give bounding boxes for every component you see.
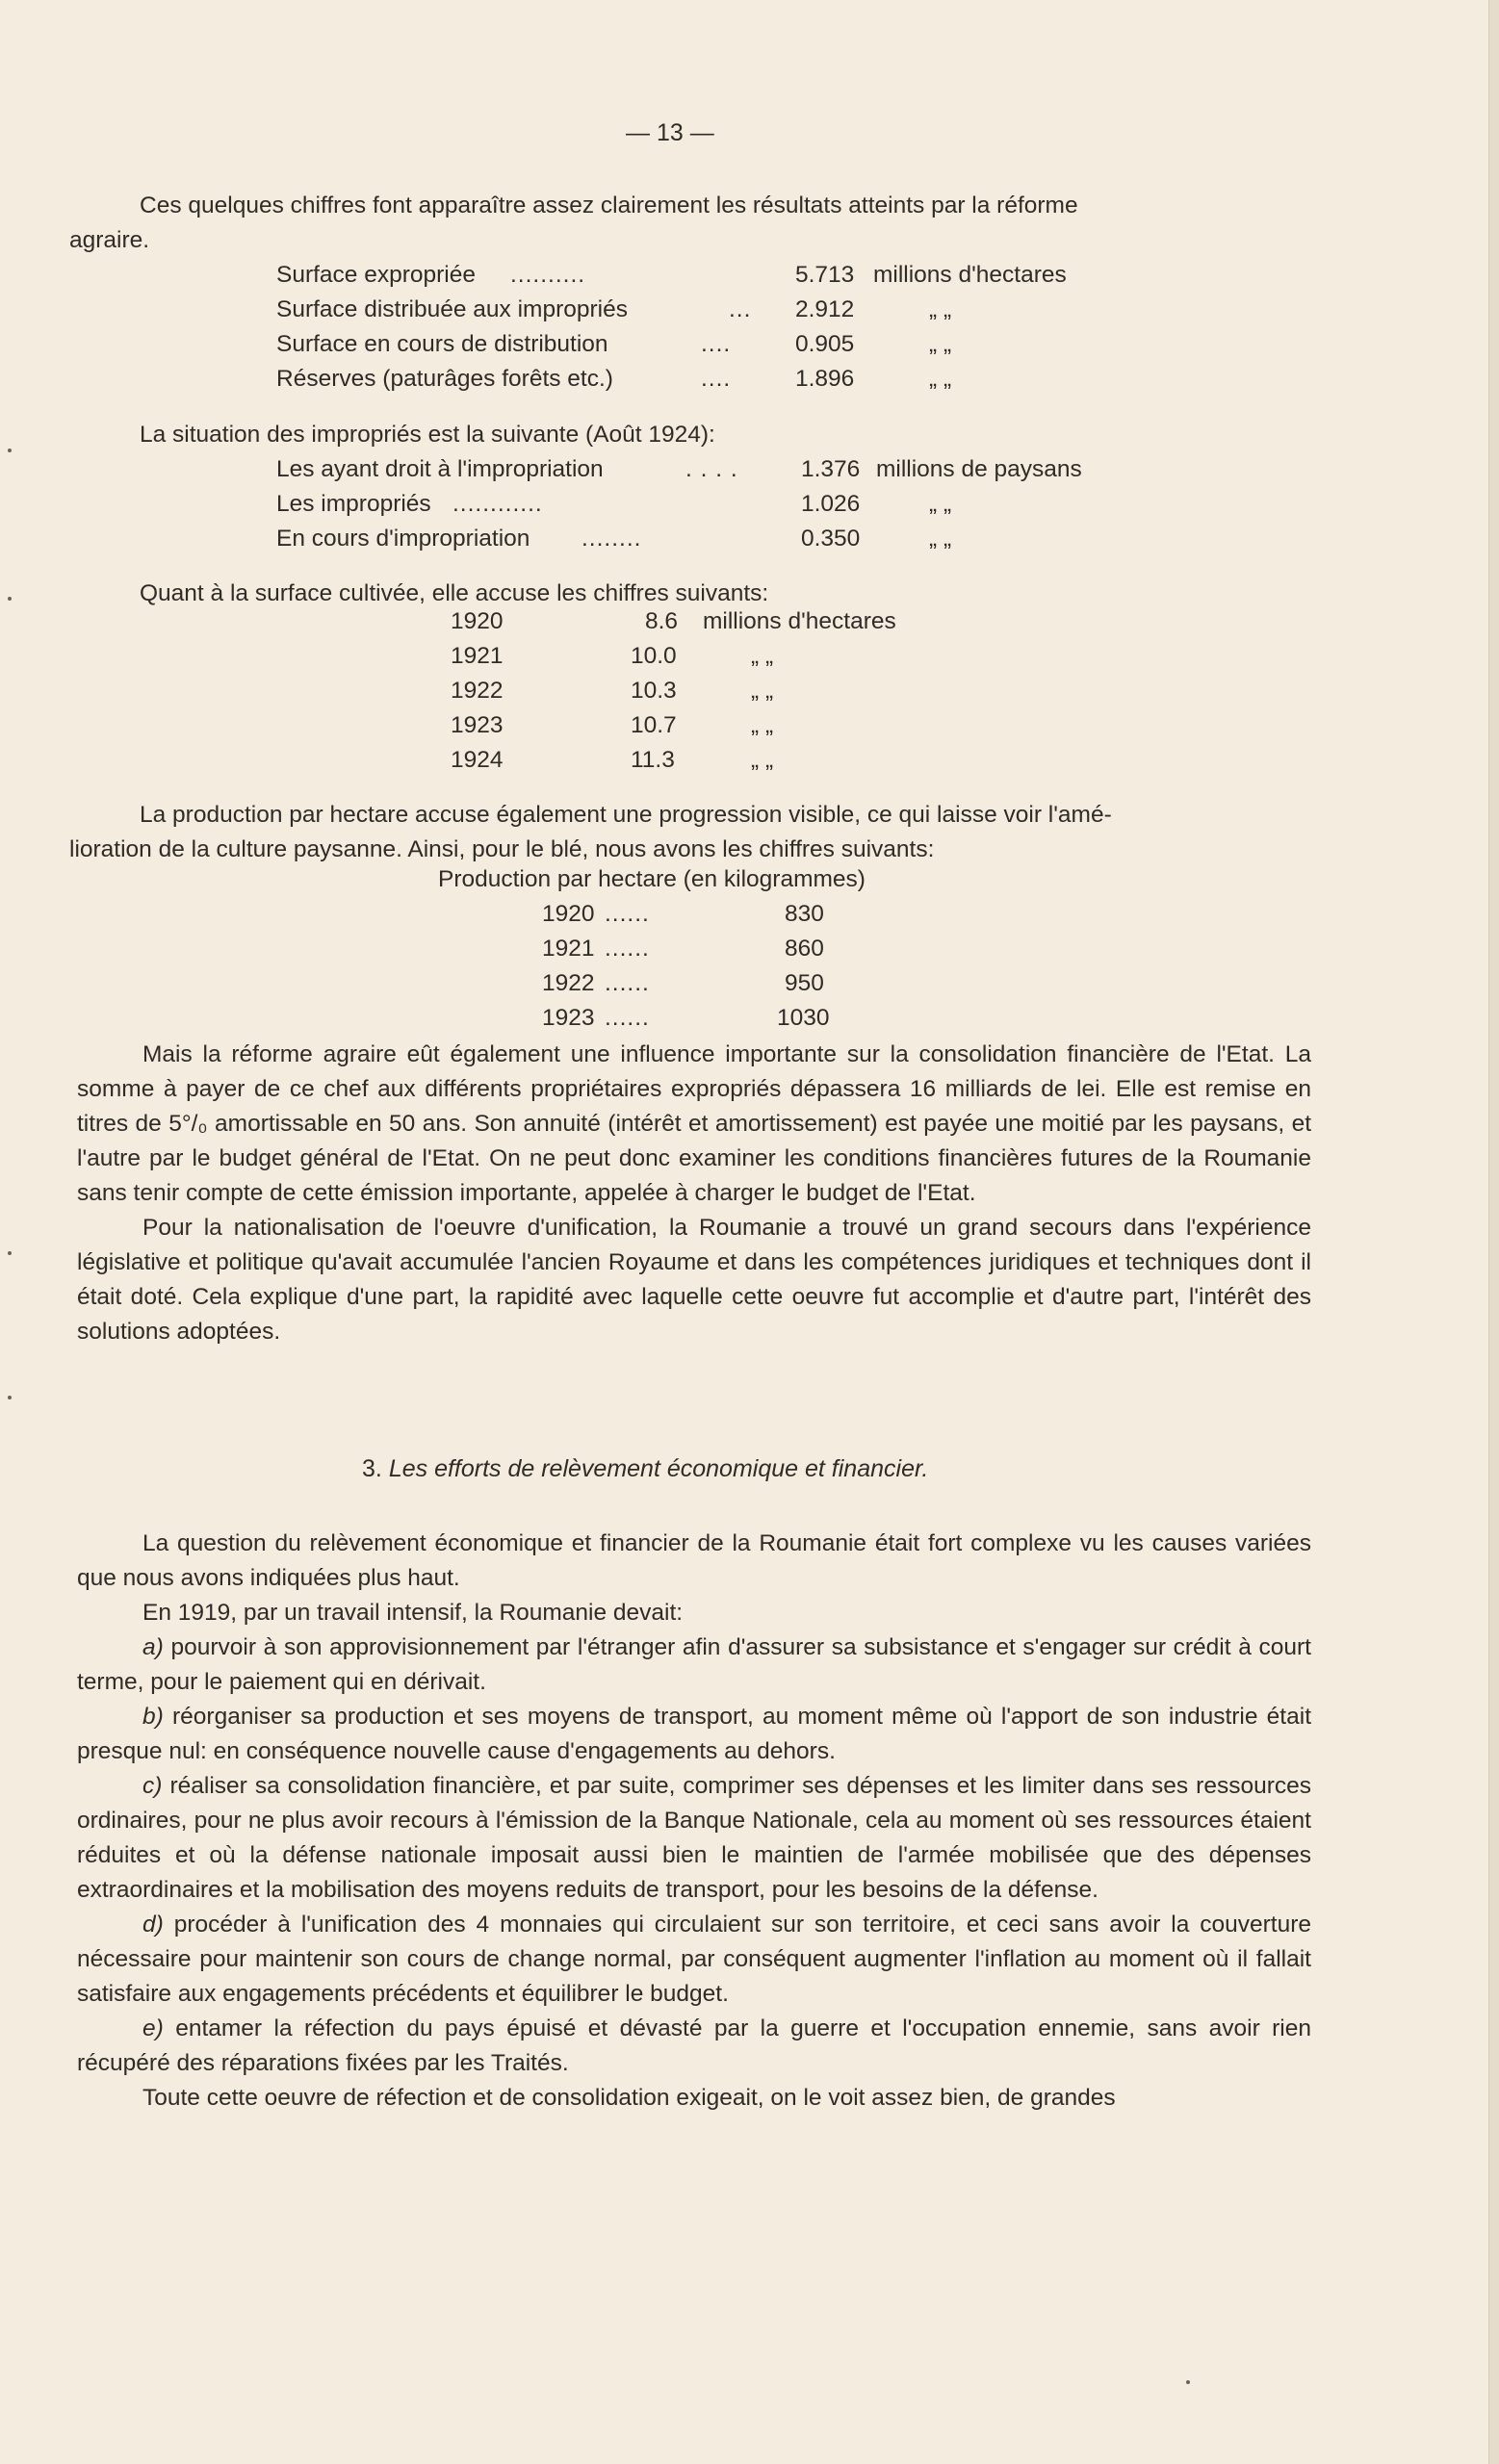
scan-speck	[8, 1251, 12, 1255]
final-line: Toute cette oeuvre de réfection et de consolidation exigeait, on le voit assez bien, de grandes	[142, 2085, 1116, 2111]
cultivated-unit: „ „	[751, 643, 774, 669]
cultivated-unit: millions d'hectares	[703, 608, 896, 634]
surface-unit: millions d'hectares	[873, 262, 1067, 288]
cultivated-intro: Quant à la surface cultivée, elle accuse les chiffres suivants:	[140, 580, 769, 606]
item-text: entamer la réfection du pays épuisé et dévasté par la guerre et l'occupation ennemie, sans avoir rien récupéré des réparations fixées par les Traités.	[77, 2015, 1311, 2076]
section-title-text: Les efforts de relèvement économique et financier.	[388, 1455, 929, 1482]
situation-value: 1.026	[801, 491, 861, 517]
cultivated-unit: „ „	[751, 712, 774, 738]
surface-dots: ....	[701, 331, 732, 357]
intro-line-1: Ces quelques chiffres font apparaître assez clairement les résultats atteints par la réforme	[140, 192, 1078, 218]
scan-speck	[8, 449, 12, 452]
item-letter: a)	[142, 1634, 164, 1660]
surface-dots: ..........	[510, 262, 586, 288]
surface-label: Surface distribuée aux impropriés	[276, 296, 628, 322]
list-item-e	[77, 2012, 1311, 2081]
production-value: 950	[785, 970, 824, 996]
scan-speck	[1186, 2380, 1190, 2384]
situation-unit: millions de paysans	[876, 456, 1082, 482]
unification-paragraph: Pour la nationalisation de l'oeuvre d'unification, la Roumanie a trouvé un grand secours dans l'expérience législative et politique qu'avait accumulée l'ancien Royaume et dans les compétences juridiques et techniques dont il était doté. Cela explique d'une part, la rapidité avec laquelle cette oeuvre fut accomplie et d'autre part, l'intérêt des solutions adoptées.	[77, 1215, 1311, 1345]
list-item-d	[77, 1908, 1311, 2012]
situation-dots: . . . .	[685, 456, 738, 482]
production-value: 1030	[777, 1005, 830, 1031]
situation-value: 1.376	[801, 456, 861, 482]
cultivated-unit: „ „	[751, 747, 774, 773]
production-dots: ......	[605, 1005, 650, 1031]
page-edge	[1488, 0, 1499, 2464]
surface-unit: „ „	[929, 296, 952, 322]
cultivated-year: 1921	[451, 643, 504, 669]
cultivated-value: 11.3	[631, 747, 675, 773]
cultivated-year: 1924	[451, 747, 504, 773]
reform-block	[77, 1038, 1311, 1349]
item-text: pourvoir à son approvisionnement par l'étranger afin d'assurer sa subsistance et s'engager sur crédit à court terme, pour le paiement qui en dérivait.	[77, 1634, 1311, 1695]
situation-label: En cours d'impropriation	[276, 526, 530, 552]
surface-value: 2.912	[795, 296, 855, 322]
reform-paragraph: Mais la réforme agraire eût également une influence importante sur la consolidation financière de l'Etat. La somme à payer de ce chef aux différents propriétaires expropriés dépassera 16 milliards de lei. Elle est remise en titres de 5°/₀ amortissable en 50 ans. Son annuité (intérêt et amortissement) est payée une moitié par les paysans, et l'autre par le budget général de l'Etat. On ne peut donc examiner les conditions financières futures de la Roumanie sans tenir compte de cette émission importante, appelée à charger le budget de l'Etat.	[77, 1041, 1311, 1206]
production-year: 1920	[542, 901, 595, 927]
cultivated-value: 10.0	[631, 643, 677, 669]
surface-value: 5.713	[795, 262, 855, 288]
production-dots: ......	[605, 970, 650, 996]
item-text: réorganiser sa production et ses moyens de transport, au moment même où l'apport de son industrie était presque nul: en conséquence nouvelle cause d'engagements au dehors.	[77, 1704, 1311, 1764]
production-year: 1921	[542, 936, 595, 962]
cultivated-value: 10.3	[631, 678, 677, 704]
item-letter: c)	[142, 1773, 163, 1799]
list-item-c	[77, 1769, 1311, 1908]
cultivated-value: 8.6	[645, 608, 679, 634]
production-heading: Production par hectare (en kilogrammes)	[438, 866, 866, 892]
production-dots: ......	[605, 901, 650, 927]
item-text: procéder à l'unification des 4 monnaies qui circulaient sur son territoire, et ceci sans avoir la couverture nécessaire pour maintenir son cours de change normal, par conséquent augmenter l'inflation au moment où il fallait satisfaire aux engagements précédents et équilibrer le budget.	[77, 1912, 1311, 2007]
cultivated-year: 1920	[451, 608, 504, 634]
production-line-1: La production par hectare accuse également une progression visible, ce qui laisse voir l'amé-	[140, 802, 1112, 828]
situation-dots: ............	[452, 491, 543, 517]
situation-dots: ........	[582, 526, 642, 552]
production-value: 860	[785, 936, 824, 962]
surface-dots: ...	[729, 296, 752, 322]
surface-label: Réserves (paturâges forêts etc.)	[276, 366, 613, 392]
surface-value: 1.896	[795, 366, 855, 392]
cultivated-year: 1922	[451, 678, 504, 704]
situation-label: Les impropriés	[276, 491, 431, 517]
item-letter: b)	[142, 1704, 164, 1730]
item-letter: d)	[142, 1912, 164, 1938]
cultivated-value: 10.7	[631, 712, 677, 738]
cultivated-year: 1923	[451, 712, 504, 738]
item-letter: e)	[142, 2015, 164, 2041]
page-number: — 13 —	[626, 119, 714, 146]
question-paragraph: La question du relèvement économique et financier de la Roumanie était fort complexe vu les causes variées que nous avons indiquées plus haut.	[77, 1530, 1311, 1591]
situation-label: Les ayant droit à l'impropriation	[276, 456, 604, 482]
production-year: 1923	[542, 1005, 595, 1031]
surface-label: Surface expropriée	[276, 262, 477, 288]
surface-dots: ....	[701, 366, 732, 392]
cultivated-unit: „ „	[751, 678, 774, 704]
surface-unit: „ „	[929, 366, 952, 392]
section-number: 3.	[362, 1455, 382, 1482]
production-line-2: lioration de la culture paysanne. Ainsi, pour le blé, nous avons les chiffres suivants:	[69, 836, 935, 862]
production-dots: ......	[605, 936, 650, 962]
situation-value: 0.350	[801, 526, 861, 552]
situation-unit: „ „	[929, 491, 952, 517]
surface-unit: „ „	[929, 331, 952, 357]
situation-intro: La situation des impropriés est la suivante (Août 1924):	[140, 422, 715, 448]
production-value: 830	[785, 901, 824, 927]
situation-unit: „ „	[929, 526, 952, 552]
production-year: 1922	[542, 970, 595, 996]
scan-speck	[8, 597, 12, 601]
surface-label: Surface en cours de distribution	[276, 331, 608, 357]
list-item-a	[77, 1630, 1311, 1700]
section-title	[362, 1455, 928, 1483]
economic-block	[77, 1527, 1311, 2116]
scan-speck	[8, 1396, 12, 1399]
intro-line-2: agraire.	[69, 227, 150, 253]
item-text: réaliser sa consolidation financière, et par suite, comprimer ses dépenses et les limiter dans ses ressources ordinaires, pour ne plus avoir recours à l'émission de la Banque Nationale, cela au moment où ses ressources étaient réduites et où la défense nationale imposait aussi bien le maintien de l'armée mobilisée que des dépenses extraordinaires et la mobilisation des moyens reduits de transport, pour les besoins de la défense.	[77, 1773, 1311, 1903]
list-item-b	[77, 1700, 1311, 1769]
surface-value: 0.905	[795, 331, 855, 357]
year-paragraph: En 1919, par un travail intensif, la Roumanie devait:	[142, 1600, 684, 1626]
